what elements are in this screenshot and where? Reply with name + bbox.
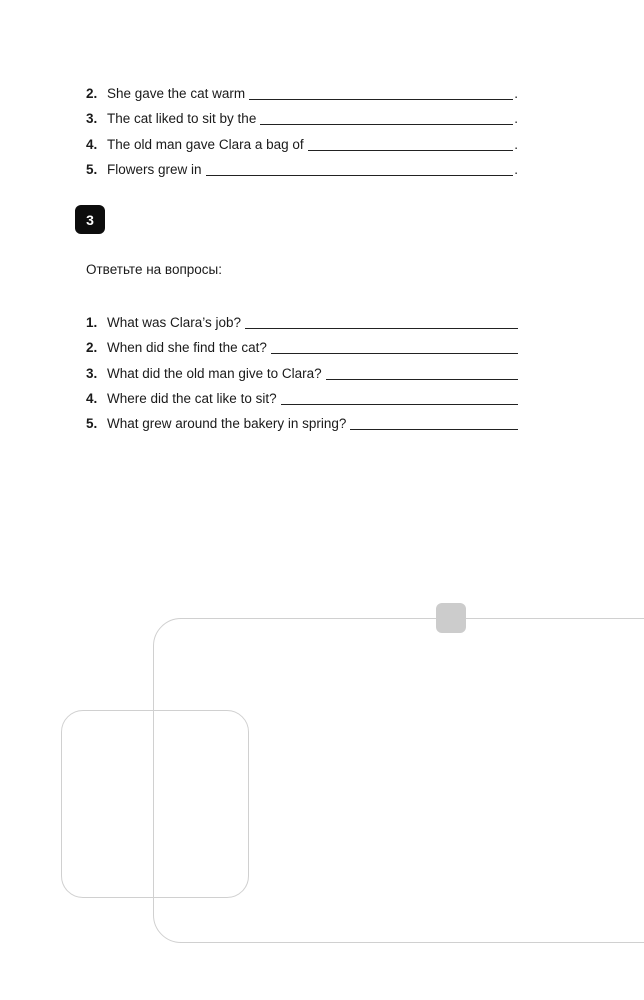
question-item xyxy=(86,389,518,407)
item-end: . xyxy=(514,162,518,177)
answer-blank[interactable] xyxy=(260,112,513,125)
item-number: 3. xyxy=(86,111,98,126)
question-item xyxy=(86,313,518,331)
decorative-tab xyxy=(436,603,466,633)
item-text: She gave the cat warm xyxy=(107,86,246,101)
answer-blank[interactable] xyxy=(249,87,513,100)
question-item xyxy=(86,338,518,356)
exercise-instruction: Ответьте на вопросы: xyxy=(86,262,222,277)
answer-blank[interactable] xyxy=(206,163,514,176)
answer-line[interactable] xyxy=(271,341,518,354)
item-number: 4. xyxy=(86,137,98,152)
item-end: . xyxy=(514,137,518,152)
question-number: 2. xyxy=(86,340,98,355)
item-end: . xyxy=(514,86,518,101)
fill-blank-item xyxy=(86,160,518,178)
question-text: What grew around the bakery in spring? xyxy=(107,416,347,431)
question-text: What was Clara’s job? xyxy=(107,315,242,330)
section-number-badge: 3 xyxy=(75,205,105,234)
decorative-frame-small xyxy=(61,710,249,898)
item-number: 5. xyxy=(86,162,98,177)
question-number: 4. xyxy=(86,391,98,406)
item-end: . xyxy=(514,111,518,126)
answer-line[interactable] xyxy=(245,316,518,329)
fill-blank-item xyxy=(86,84,518,102)
question-number: 5. xyxy=(86,416,98,431)
question-text: When did she find the cat? xyxy=(107,340,267,355)
answer-line[interactable] xyxy=(281,392,518,405)
question-item xyxy=(86,364,518,382)
answer-line[interactable] xyxy=(350,417,518,430)
fill-blank-item xyxy=(86,135,518,153)
item-text: The cat liked to sit by the xyxy=(107,111,257,126)
item-text: The old man gave Clara a bag of xyxy=(107,137,304,152)
question-item xyxy=(86,414,518,432)
answer-blank[interactable] xyxy=(308,138,514,151)
item-text: Flowers grew in xyxy=(107,162,202,177)
answer-line[interactable] xyxy=(326,367,518,380)
question-number: 3. xyxy=(86,366,98,381)
question-number: 1. xyxy=(86,315,98,330)
question-text: Where did the cat like to sit? xyxy=(107,391,277,406)
question-text: What did the old man give to Clara? xyxy=(107,366,322,381)
fill-blank-item xyxy=(86,109,518,127)
item-number: 2. xyxy=(86,86,98,101)
